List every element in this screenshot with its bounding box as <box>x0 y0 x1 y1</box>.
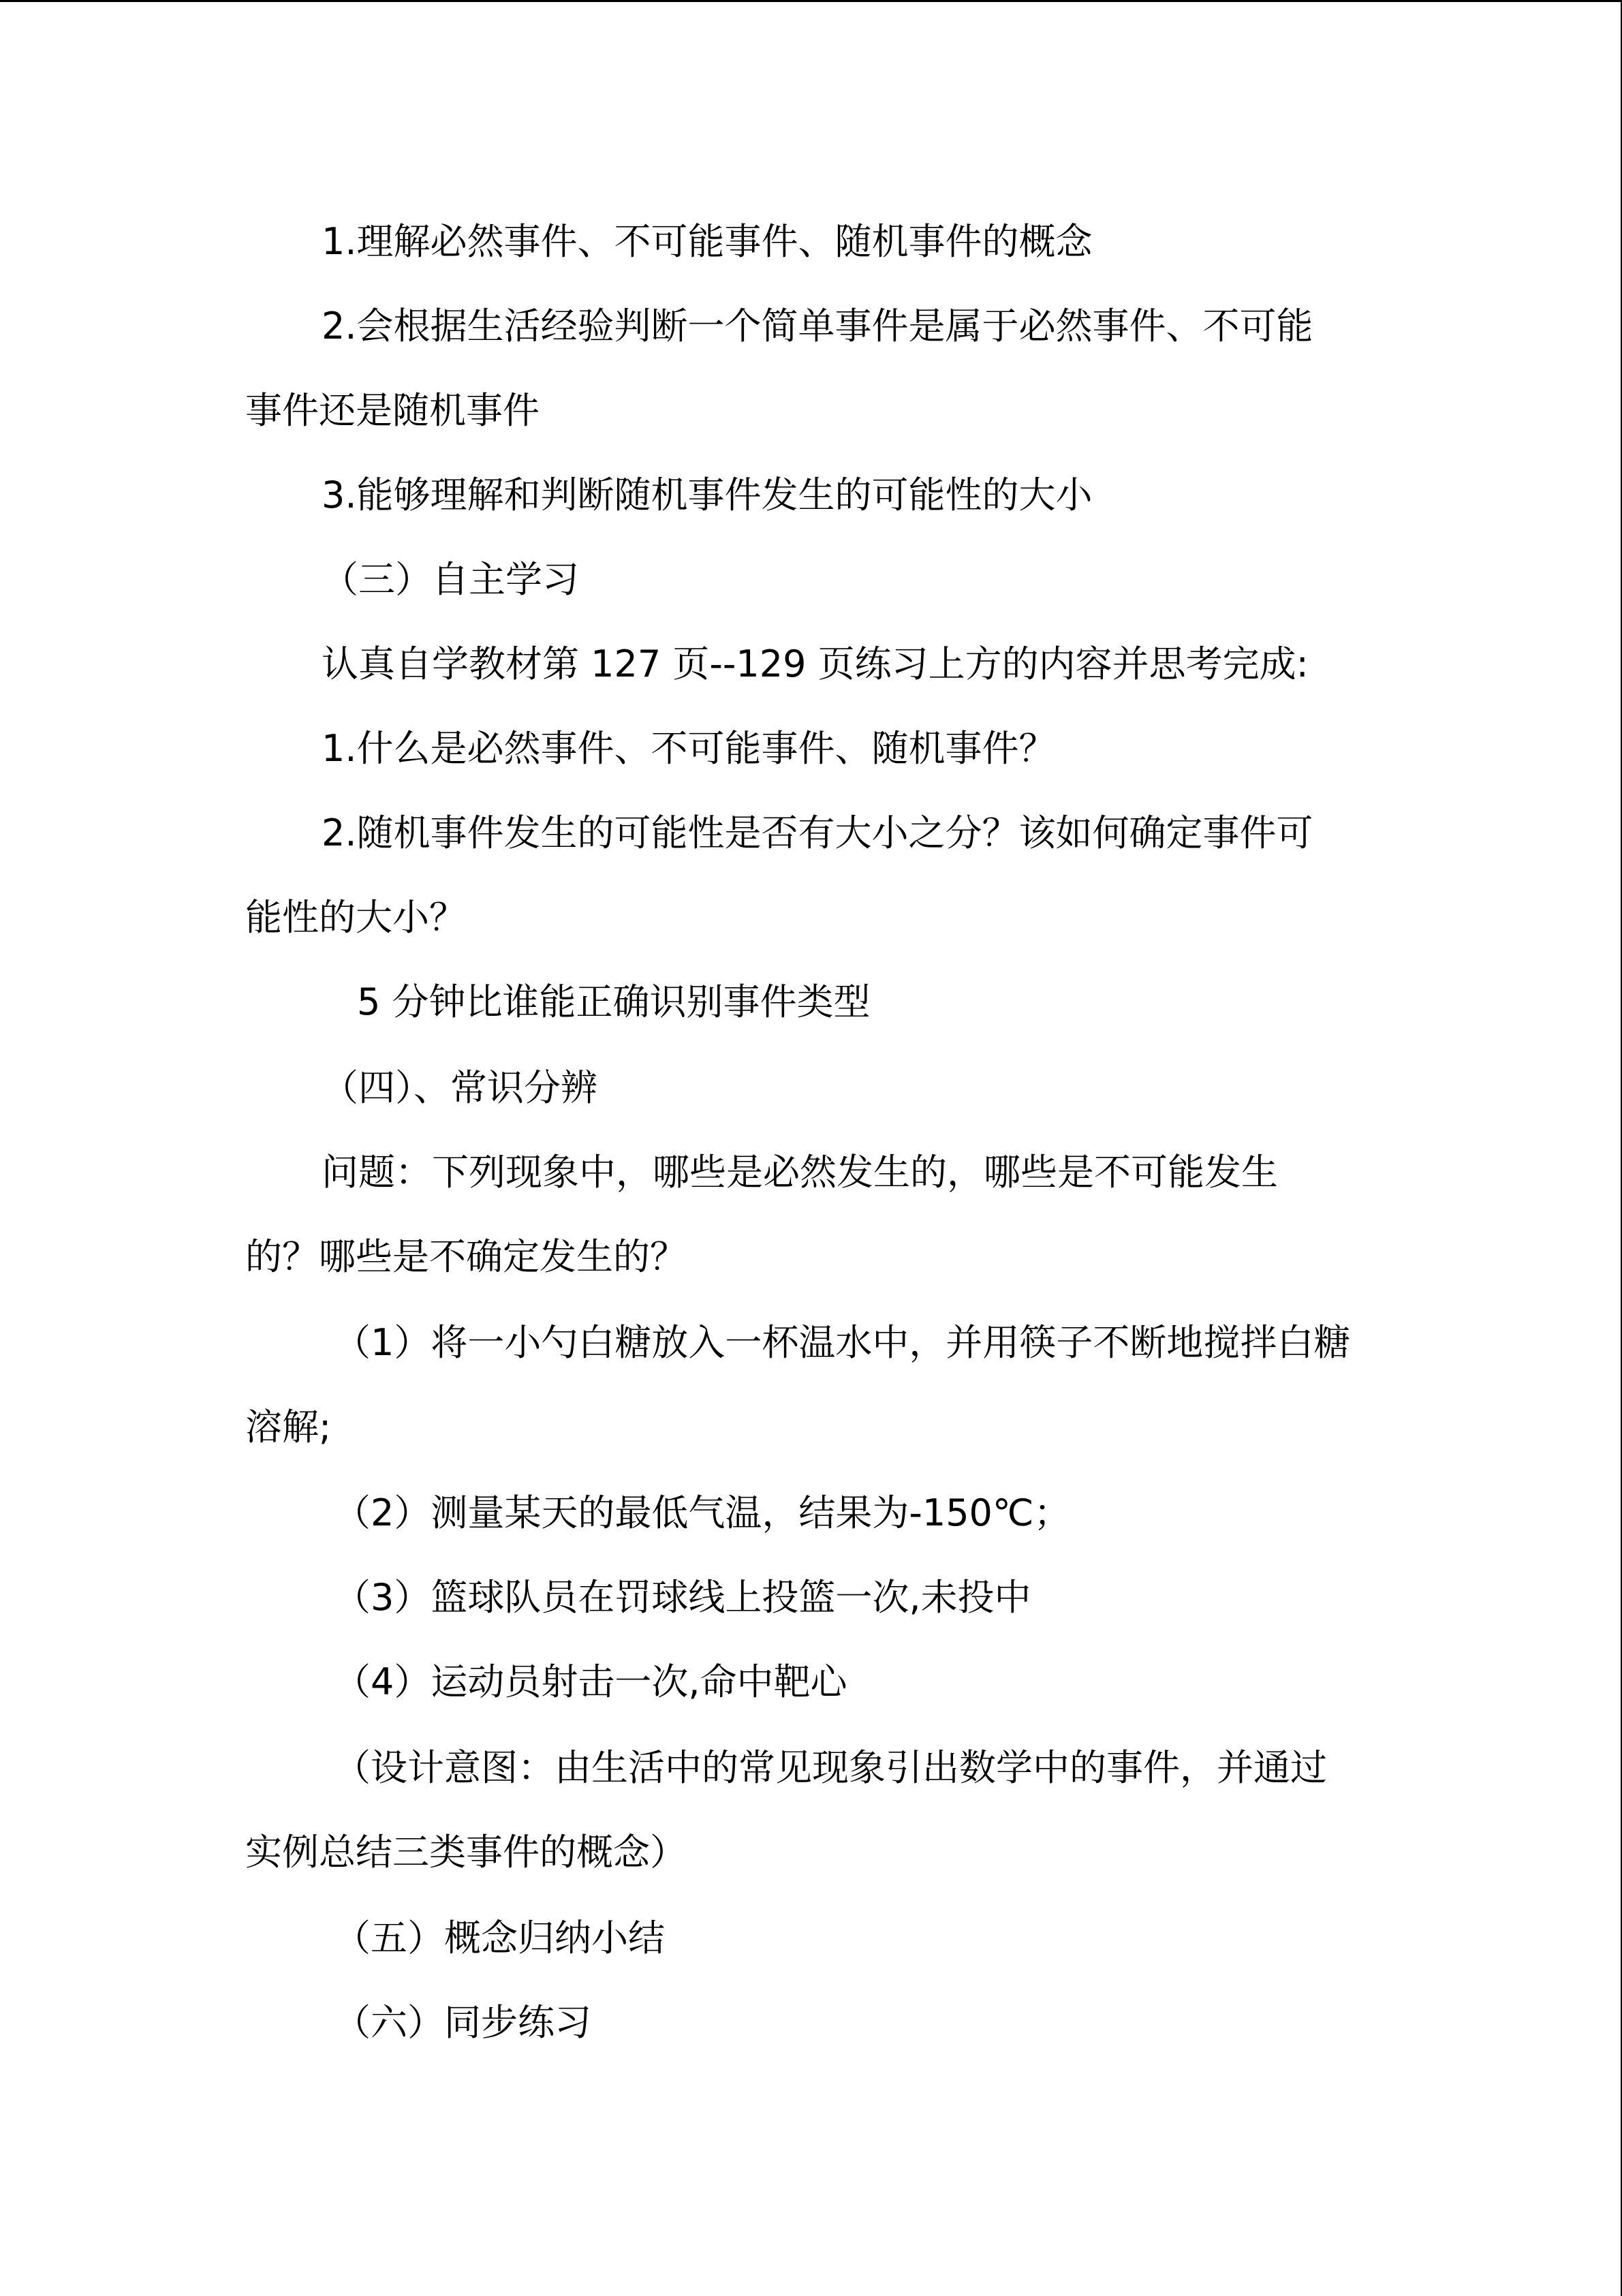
section-heading-4: （四）、常识分辨 <box>322 1066 597 1109</box>
phenomenon-2: （2）测量某天的最低气温，结果为-150℃； <box>334 1491 1071 1534</box>
self-study-instruction: 认真自学教材第 127 页--129 页练习上方的内容并思考完成: <box>322 642 1309 685</box>
objective-3: 3.能够理解和判断随机事件发生的可能性的大小 <box>322 474 1093 516</box>
question-line-1: 问题：下列现象中，哪些是必然发生的，哪些是不可能发生 <box>322 1151 1278 1194</box>
study-question-2-line-1: 2.随机事件发生的可能性是否有大小之分？该如何确定事件可 <box>322 811 1313 854</box>
phenomenon-1-line-2: 溶解; <box>245 1406 332 1448</box>
phenomenon-4: （4）运动员射击一次,命中靶心 <box>334 1660 847 1703</box>
section-heading-3: （三）自主学习 <box>322 558 579 601</box>
question-line-2: 的？哪些是不确定发生的？ <box>245 1235 687 1278</box>
section-heading-6: （六）同步练习 <box>334 2001 591 2044</box>
design-intent-line-2: 实例总结三类事件的概念） <box>245 1831 687 1874</box>
design-intent-line-1: （设计意图：由生活中的常见现象引出数学中的事件，并通过 <box>334 1746 1327 1789</box>
objective-2-line-2: 事件还是随机事件 <box>245 389 540 432</box>
phenomenon-3: （3）篮球队员在罚球线上投篮一次,未投中 <box>334 1576 1031 1619</box>
timed-activity: 5 分钟比谁能正确识别事件类型 <box>357 980 871 1023</box>
study-question-1: 1.什么是必然事件、不可能事件、随机事件？ <box>322 727 1056 770</box>
objective-1: 1.理解必然事件、不可能事件、随机事件的概念 <box>322 220 1093 263</box>
section-heading-5: （五）概念归纳小结 <box>334 1917 665 1959</box>
phenomenon-1-line-1: （1）将一小勺白糖放入一杯温水中，并用筷子不断地搅拌白糖 <box>334 1321 1351 1364</box>
objective-2-line-1: 2.会根据生活经验判断一个简单事件是属于必然事件、不可能 <box>322 305 1313 347</box>
study-question-2-line-2: 能性的大小？ <box>245 896 466 939</box>
